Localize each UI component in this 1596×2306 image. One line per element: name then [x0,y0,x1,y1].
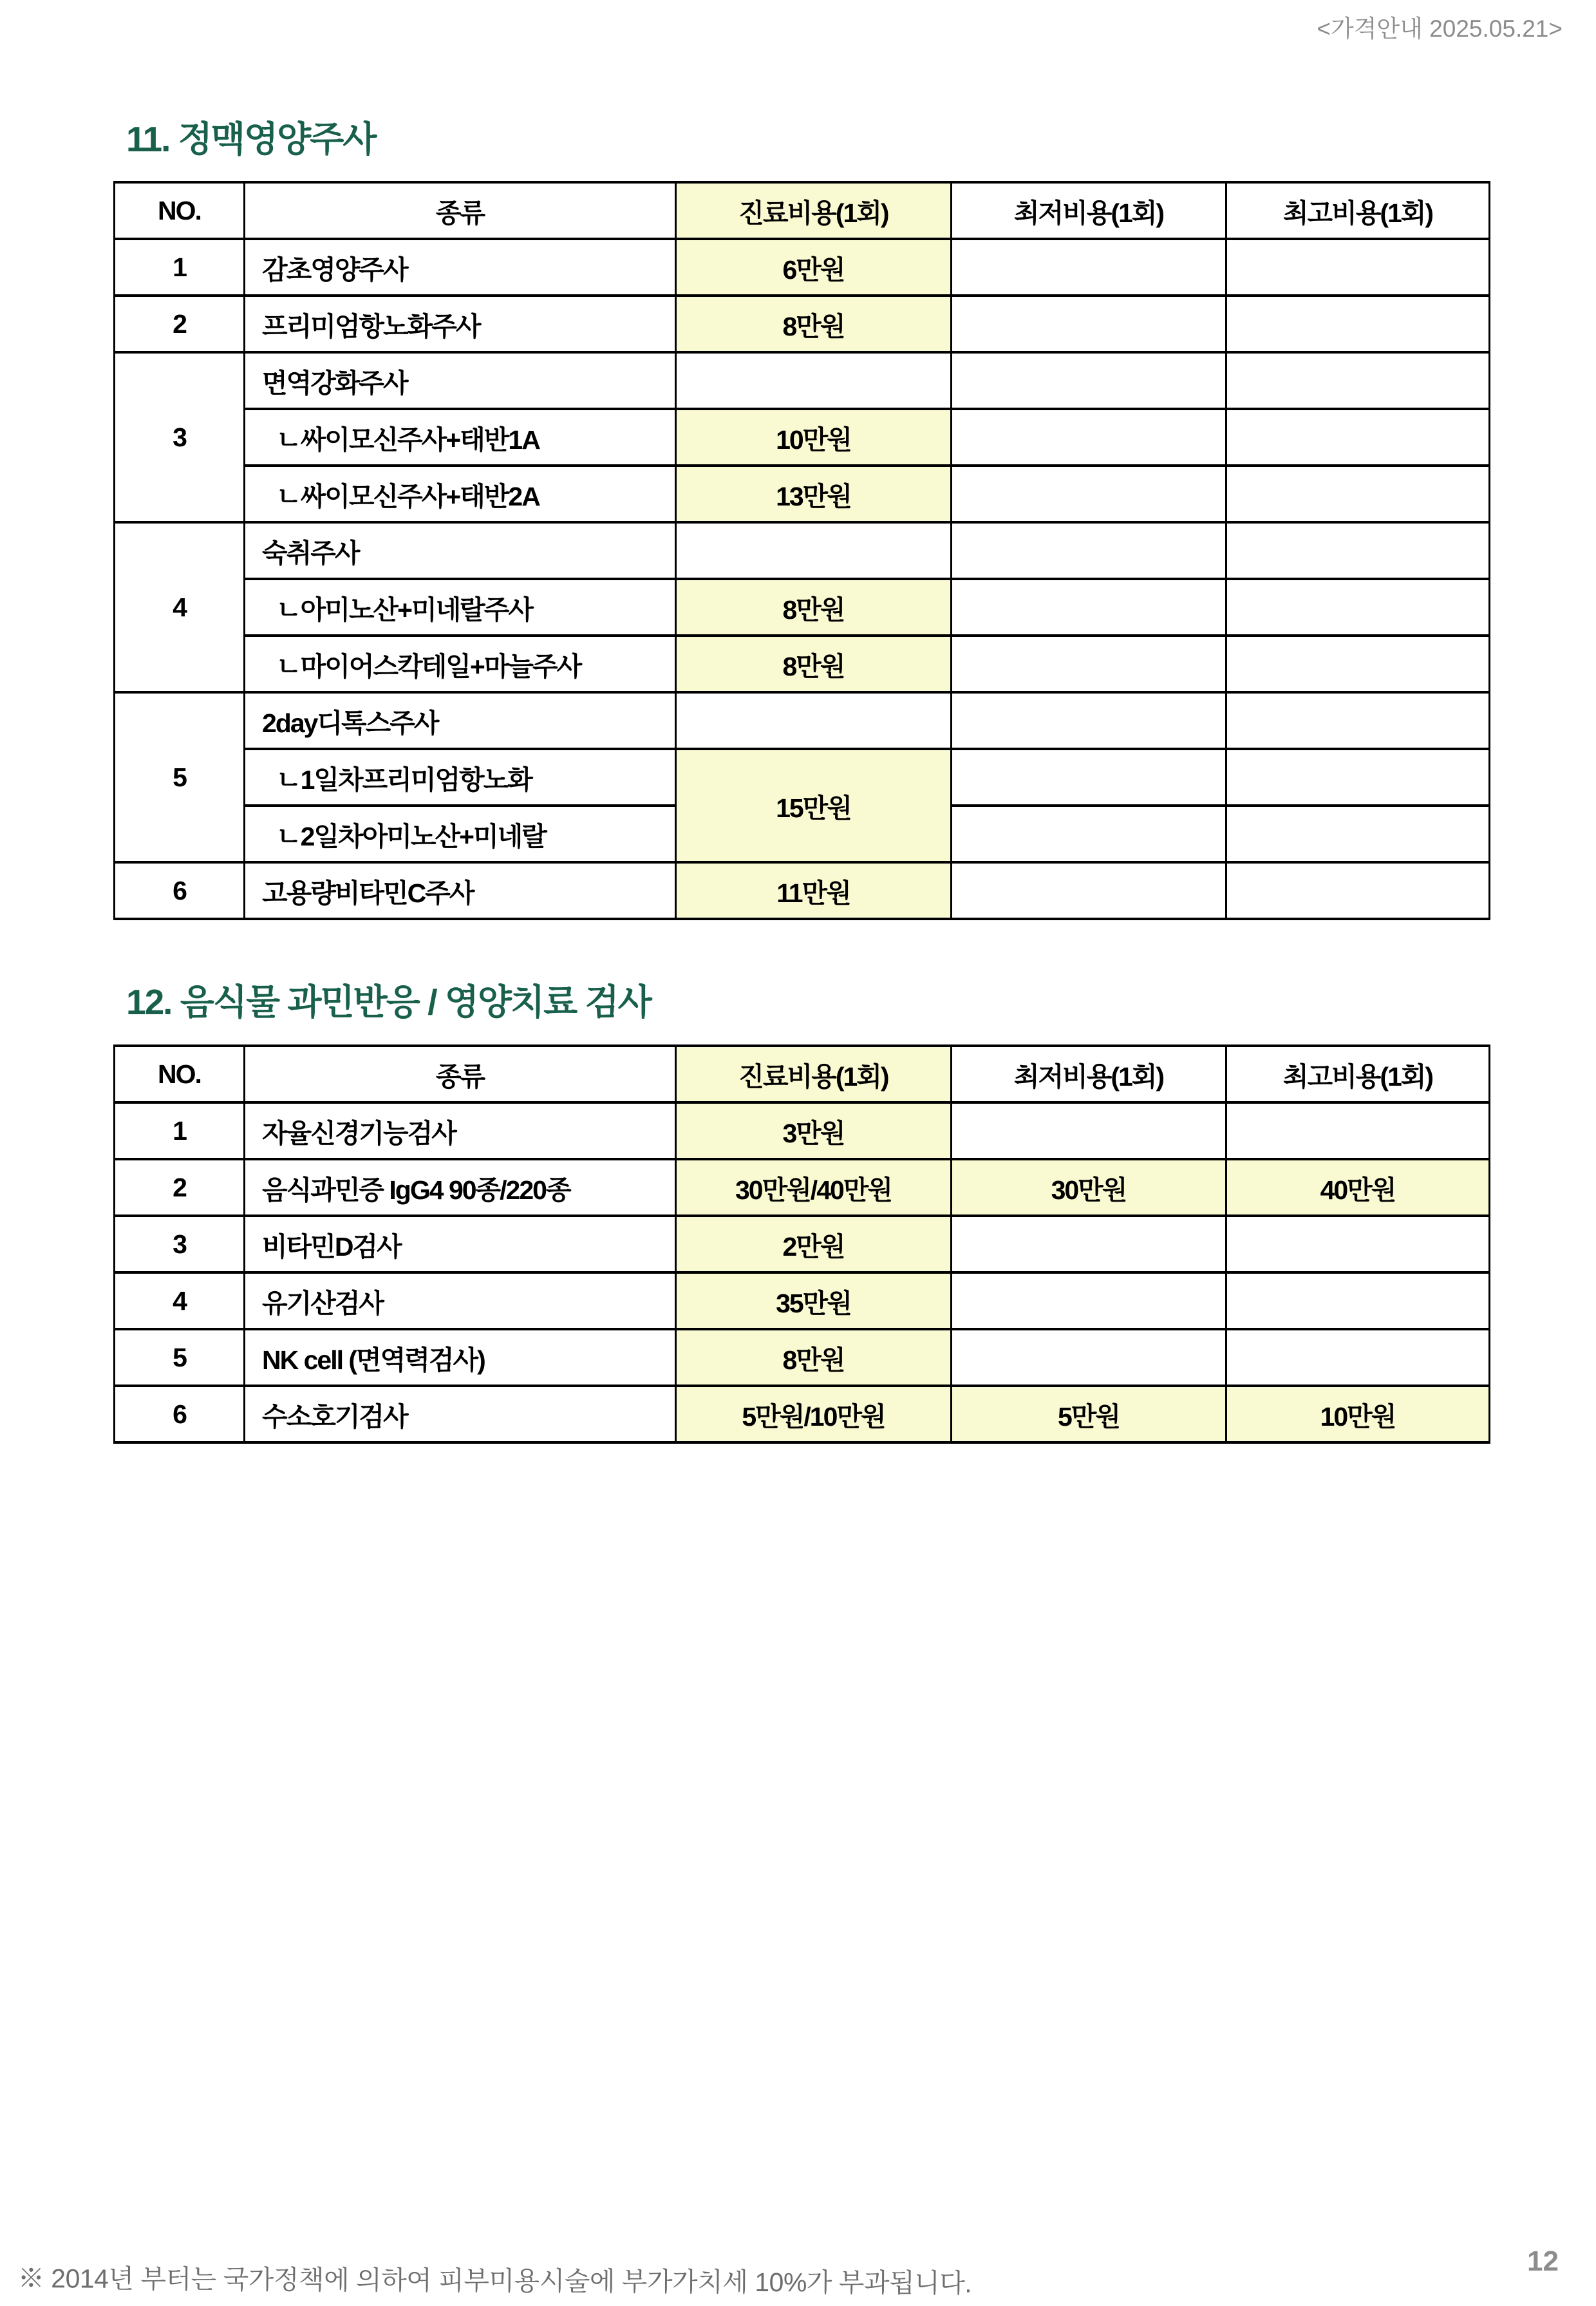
cell-kind: ㄴ1일차프리미엄항노화 [245,749,676,806]
cell-kind: 숙취주사 [245,522,676,579]
header-cell-max: 최고비용(1회) [1226,182,1490,239]
cell-fee [676,522,952,579]
cell-min [952,466,1226,522]
cell-no: 6 [115,862,245,919]
cell-no: 4 [115,522,245,692]
cell-fee: 6만원 [676,239,952,296]
cell-no: 1 [115,239,245,296]
cell-kind: 유기산검사 [245,1272,676,1329]
cell-max [1226,579,1490,636]
cell-fee [676,352,952,409]
cell-kind: 고용량비타민C주사 [245,862,676,919]
table-row [115,1272,1490,1329]
cell-max [1226,352,1490,409]
table-row-group-start [115,352,1490,409]
cell-kind: ㄴ싸이모신주사+태반1A [245,409,676,466]
header-cell-no: NO. [115,1046,245,1102]
table-row [115,862,1490,919]
cell-fee [676,692,952,749]
cell-fee-merged: 15만원 [676,749,952,862]
cell-kind: 프리미엄항노화주사 [245,296,676,352]
cell-kind: ㄴ마이어스칵테일+마늘주사 [245,636,676,692]
header-cell-max: 최고비용(1회) [1226,1046,1490,1102]
header-cell-kind: 종류 [245,1046,676,1102]
cell-no: 3 [115,1216,245,1272]
cell-no: 1 [115,1102,245,1159]
price-table-food-allergy-test [113,1044,1490,1444]
table-row [115,1159,1490,1216]
table-header-row [115,182,1490,239]
cell-no: 5 [115,692,245,862]
section-title-food-allergy-test: 12. 음식물 과민반응 / 영양치료 검사 [126,982,651,1022]
cell-min [952,1216,1226,1272]
date-header: <가격안내 2025.05.21> [1317,15,1563,42]
cell-kind: 자율신경기능검사 [245,1102,676,1159]
table-row [115,1102,1490,1159]
cell-min [952,296,1226,352]
cell-max [1226,522,1490,579]
header-cell-fee: 진료비용(1회) [676,182,952,239]
cell-max [1226,636,1490,692]
page-number: 12 [1527,2245,1559,2277]
cell-no: 5 [115,1329,245,1386]
cell-kind: 면역강화주사 [245,352,676,409]
vat-footnote: ※ 2014년 부터는 국가정책에 의하여 피부미용시술에 부가가치세 10%가 부과됩니다. [17,2263,972,2298]
cell-fee: 10만원 [676,409,952,466]
cell-max [1226,296,1490,352]
cell-kind: 음식과민증 IgG4 90종/220종 [245,1159,676,1216]
cell-max: 10만원 [1226,1386,1490,1442]
cell-no: 3 [115,352,245,522]
table-row [115,239,1490,296]
header-cell-no: NO. [115,182,245,239]
cell-min [952,862,1226,919]
section-title-iv-injection: 11. 정맥영양주사 [126,119,376,159]
cell-max [1226,862,1490,919]
cell-no: 2 [115,296,245,352]
table-row [115,466,1490,522]
cell-no: 2 [115,1159,245,1216]
cell-min [952,1272,1226,1329]
cell-max [1226,466,1490,522]
cell-min [952,239,1226,296]
cell-fee: 11만원 [676,862,952,919]
table-row [115,1386,1490,1442]
cell-fee: 8만원 [676,636,952,692]
cell-min [952,692,1226,749]
cell-min [952,636,1226,692]
cell-fee: 30만원/40만원 [676,1159,952,1216]
cell-max: 40만원 [1226,1159,1490,1216]
table-row [115,1216,1490,1272]
cell-min: 5만원 [952,1386,1226,1442]
cell-min [952,806,1226,862]
price-table-iv-injection [113,181,1490,920]
table-row-group-start [115,692,1490,749]
cell-fee: 5만원/10만원 [676,1386,952,1442]
cell-min: 30만원 [952,1159,1226,1216]
cell-fee: 2만원 [676,1216,952,1272]
header-cell-kind: 종류 [245,182,676,239]
cell-max [1226,749,1490,806]
table-row [115,1329,1490,1386]
cell-no: 4 [115,1272,245,1329]
table-row [115,749,1490,806]
cell-min [952,1329,1226,1386]
cell-fee: 13만원 [676,466,952,522]
cell-max [1226,409,1490,466]
cell-kind: ㄴ싸이모신주사+태반2A [245,466,676,522]
cell-fee: 8만원 [676,296,952,352]
cell-kind: 비타민D검사 [245,1216,676,1272]
cell-max [1226,806,1490,862]
cell-no: 6 [115,1386,245,1442]
table-header-row [115,1046,1490,1102]
cell-kind: 수소호기검사 [245,1386,676,1442]
cell-kind: NK cell (면역력검사) [245,1329,676,1386]
cell-fee: 35만원 [676,1272,952,1329]
cell-kind: ㄴ아미노산+미네랄주사 [245,579,676,636]
table-row [115,579,1490,636]
cell-max [1226,1272,1490,1329]
table-row [115,409,1490,466]
cell-min [952,1102,1226,1159]
cell-fee: 8만원 [676,579,952,636]
cell-max [1226,1329,1490,1386]
cell-max [1226,1216,1490,1272]
header-cell-fee: 진료비용(1회) [676,1046,952,1102]
cell-min [952,409,1226,466]
table-row [115,636,1490,692]
table-row-group-start [115,522,1490,579]
cell-max [1226,239,1490,296]
cell-min [952,579,1226,636]
cell-kind: ㄴ2일차아미노산+미네랄 [245,806,676,862]
table-row [115,296,1490,352]
cell-kind: 감초영양주사 [245,239,676,296]
cell-min [952,749,1226,806]
cell-min [952,522,1226,579]
cell-fee: 8만원 [676,1329,952,1386]
cell-kind: 2day디톡스주사 [245,692,676,749]
header-cell-min: 최저비용(1회) [952,1046,1226,1102]
cell-fee: 3만원 [676,1102,952,1159]
header-cell-min: 최저비용(1회) [952,182,1226,239]
cell-max [1226,692,1490,749]
cell-min [952,352,1226,409]
cell-max [1226,1102,1490,1159]
